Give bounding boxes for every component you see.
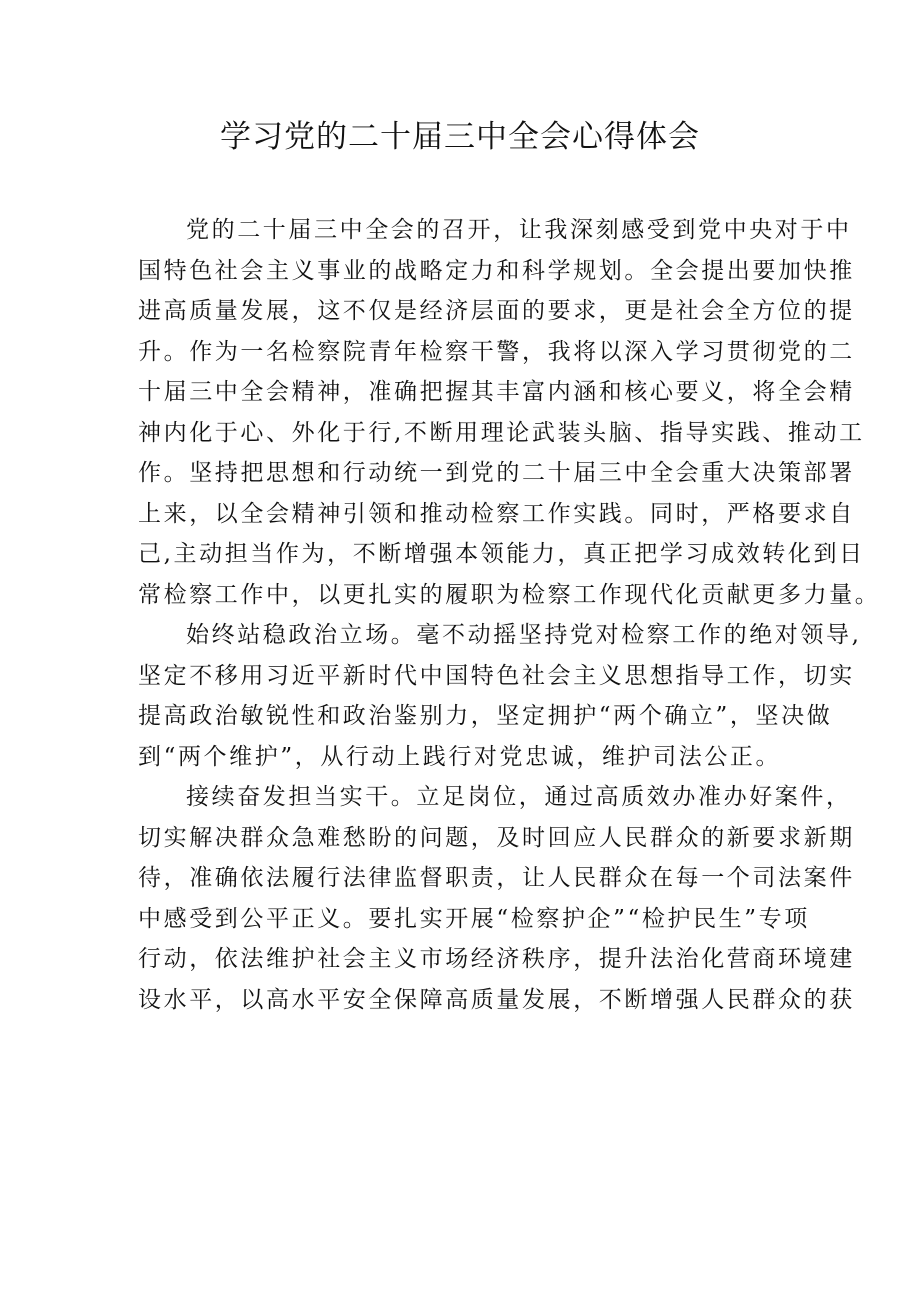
text-line: 切实解决群众急难愁盼的问题，及时回应人民群众的新要求新期 bbox=[138, 824, 855, 851]
text-line: 常检察工作中，以更扎实的履职为检察工作现代化贡献更多力量。 bbox=[138, 581, 881, 608]
paragraph-1 bbox=[138, 210, 881, 615]
text-line: 作。坚持把思想和行动统一到党的二十届三中全会重大决策部署 bbox=[138, 460, 855, 486]
page-title: 学习党的二十届三中全会心得体会 bbox=[220, 119, 700, 155]
text-line: 升。作为一名检察院青年检察干警，我将以深入学习贯彻党的二 bbox=[138, 338, 855, 365]
text-line: 己,主动担当作为，不断增强本领能力，真正把学习成效转化到日 bbox=[138, 541, 865, 567]
text-line: 上来，以全会精神引领和推动检察工作实践。同时，严格要求自 bbox=[138, 500, 855, 527]
text-line: 接续奋发担当实干。立足岗位，通过高质效办准办好案件， bbox=[186, 784, 852, 810]
document-body bbox=[138, 210, 881, 1020]
text-line: 提高政治敏锐性和政治鉴别力，坚定拥护“两个确立”，坚决做 bbox=[138, 703, 833, 729]
paragraph-3 bbox=[138, 777, 855, 1020]
text-line: 始终站稳政治立场。毫不动摇坚持党对检察工作的绝对领导, bbox=[186, 622, 862, 648]
text-line: 坚定不移用习近平新时代中国特色社会主义思想指导工作，切实 bbox=[138, 662, 855, 689]
text-line: 设水平，以高水平安全保障高质量发展，不断增强人民群众的获 bbox=[138, 986, 855, 1013]
text-line: 党的二十届三中全会的召开，让我深刻感受到党中央对于中 bbox=[186, 217, 852, 243]
text-line: 进高质量发展，这不仅是经济层面的要求，更是社会全方位的提 bbox=[138, 298, 855, 324]
text-line: 中感受到公平正义。要扎实开展“检察护企”“检护民生”专项 bbox=[138, 905, 810, 932]
text-line: 十届三中全会精神，准确把握其丰富内涵和核心要义，将全会精 bbox=[138, 379, 855, 405]
text-line: 国特色社会主义事业的战略定力和科学规划。全会提出要加快推 bbox=[138, 257, 855, 284]
paragraph-2 bbox=[138, 615, 862, 777]
text-line: 行动，依法维护社会主义市场经济秩序，提升法治化营商环境建 bbox=[138, 946, 855, 972]
text-line: 到“两个维护”，从行动上践行对党忠诚，维护司法公正。 bbox=[138, 743, 782, 770]
text-line: 神内化于心、外化于行,不断用理论武装头脑、指导实践、推动工 bbox=[138, 419, 865, 446]
text-line: 待，准确依法履行法律监督职责，让人民群众在每一个司法案件 bbox=[138, 865, 855, 891]
